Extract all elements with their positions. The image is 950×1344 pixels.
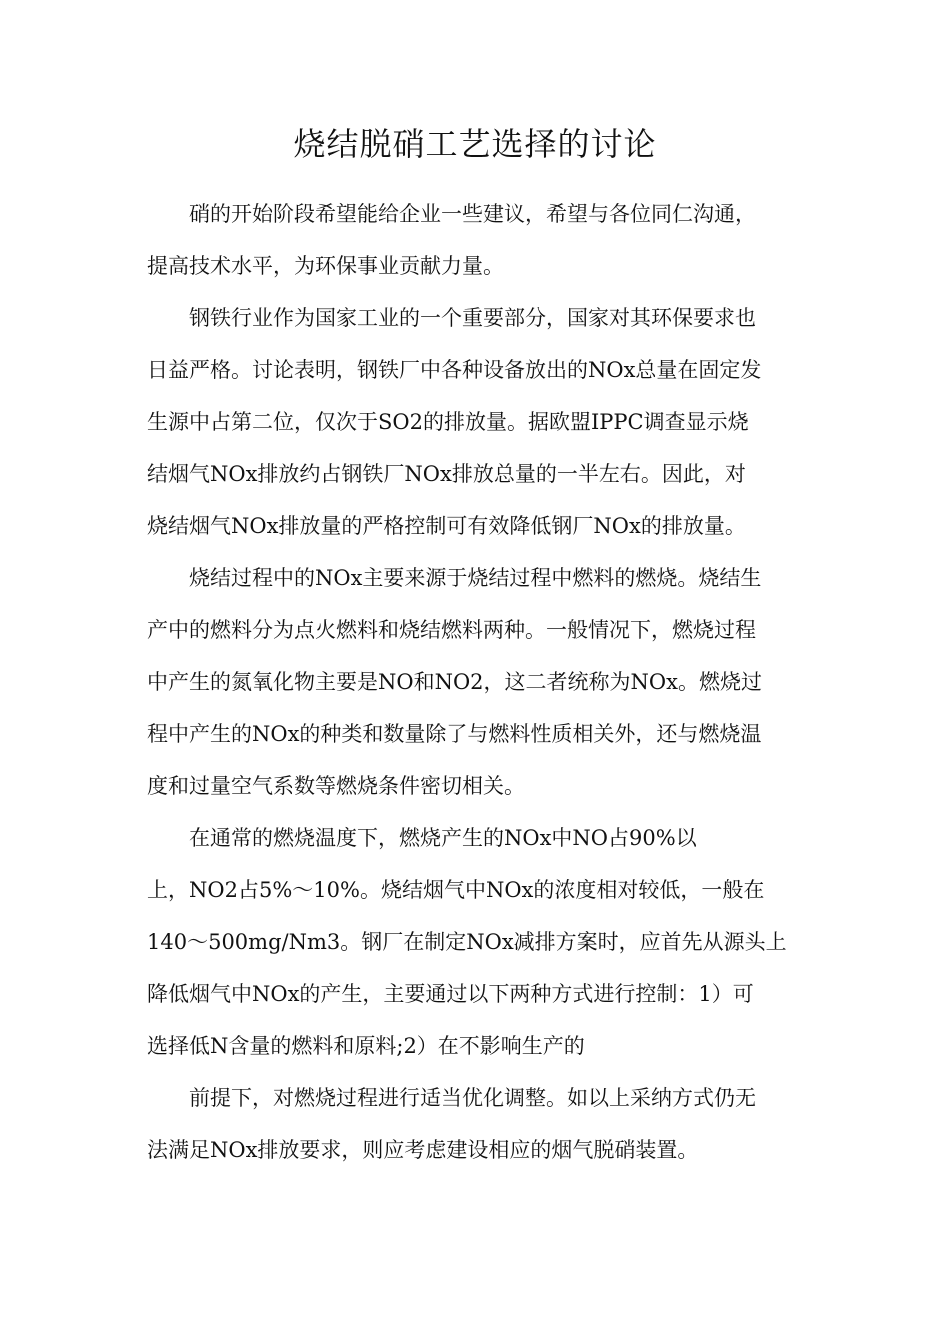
text-line: 产中的燃料分为点火燃料和烧结燃料两种。一般情况下，燃烧过程: [147, 618, 756, 642]
text-line: 提高技术水平，为环保事业贡献力量。: [147, 254, 504, 278]
page-title: 烧结脱硝工艺选择的讨论: [293, 125, 657, 163]
paragraph-1: [147, 188, 807, 292]
paragraph-5: [147, 1072, 807, 1176]
text-line: 结烟气NOx排放约占钢铁厂NOx排放总量的一半左右。因此，对: [147, 462, 746, 486]
text-line: 钢铁行业作为国家工业的一个重要部分，国家对其环保要求也: [189, 306, 756, 330]
text-line: 降低烟气中NOx的产生，主要通过以下两种方式进行控制：1）可: [147, 982, 754, 1006]
text-line: 在通常的燃烧温度下，燃烧产生的NOx中NO占90%以: [189, 826, 697, 850]
text-line: 140～500mg/Nm3。钢厂在制定NOx减排方案时，应首先从源头上: [147, 930, 787, 954]
text-line: 生源中占第二位，仅次于SO2的排放量。据欧盟IPPC调查显示烧: [147, 410, 749, 434]
paragraph-3: [147, 552, 807, 812]
text-line: 中产生的氮氧化物主要是NO和NO2，这二者统称为NOx。燃烧过: [147, 670, 762, 694]
text-line: 度和过量空气系数等燃烧条件密切相关。: [147, 774, 525, 798]
text-line: 烧结过程中的NOx主要来源于烧结过程中燃料的燃烧。烧结生: [189, 566, 762, 590]
text-line: 前提下，对燃烧过程进行适当优化调整。如以上采纳方式仍无: [189, 1086, 756, 1110]
text-line: 选择低N含量的燃料和原料;2）在不影响生产的: [147, 1034, 585, 1058]
text-line: 法满足NOx排放要求，则应考虑建设相应的烟气脱硝装置。: [147, 1138, 699, 1162]
paragraph-4: [147, 812, 807, 1072]
text-line: 烧结烟气NOx排放量的严格控制可有效降低钢厂NOx的排放量。: [147, 514, 746, 538]
text-line: 日益严格。讨论表明，钢铁厂中各种设备放出的NOx总量在固定发: [147, 358, 762, 382]
text-line: 程中产生的NOx的种类和数量除了与燃料性质相关外，还与燃烧温: [147, 722, 762, 746]
document-body: [147, 188, 807, 1176]
text-line: 上，NO2占5%～10%。烧结烟气中NOx的浓度相对较低，一般在: [147, 878, 765, 902]
paragraph-2: [147, 292, 807, 552]
text-line: 硝的开始阶段希望能给企业一些建议，希望与各位同仁沟通，: [189, 202, 756, 226]
